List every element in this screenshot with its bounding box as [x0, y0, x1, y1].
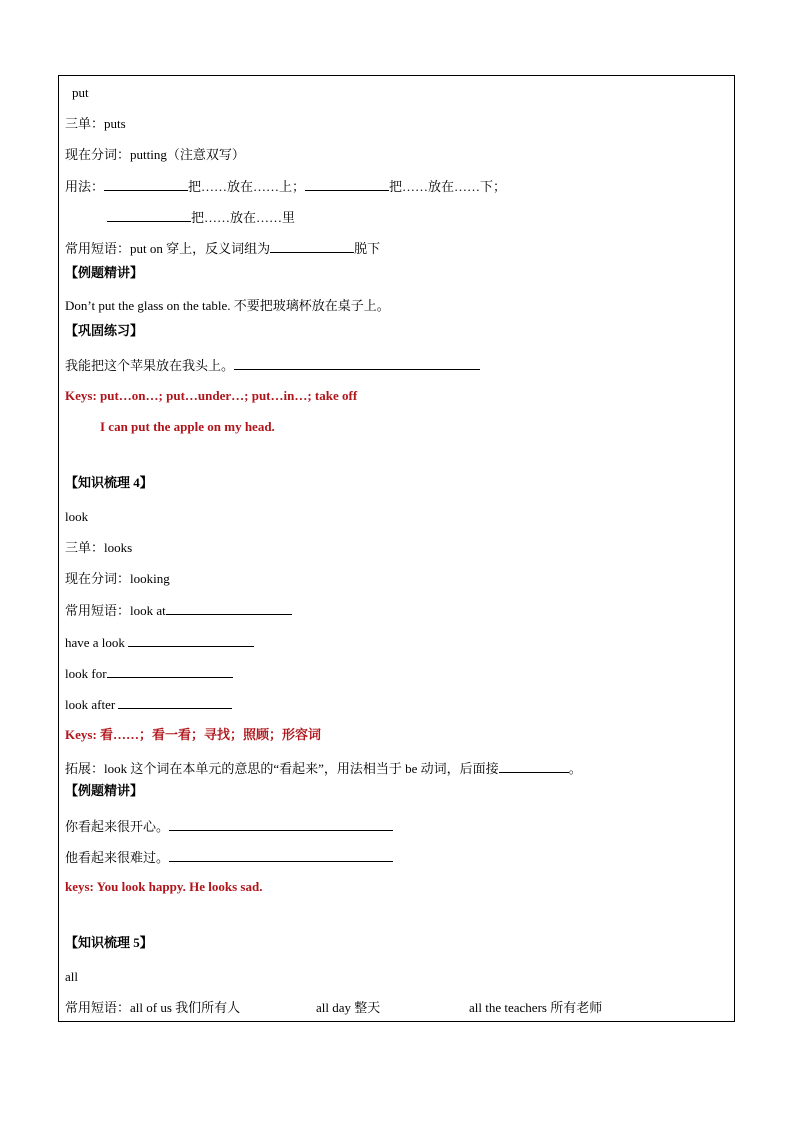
example-header-2: 【例题精讲】	[65, 783, 144, 798]
answer-blank-look-for[interactable]	[107, 664, 233, 678]
word-all: all	[65, 969, 78, 984]
usage-line-2	[107, 208, 295, 227]
practice-header: 【巩固练习】	[65, 323, 144, 338]
phrase-all-teachers: all the teachers 所有老师	[469, 1000, 603, 1015]
practice-line	[65, 356, 480, 375]
section4-header: 【知识梳理 4】	[65, 475, 153, 490]
phrase-look-for-line	[65, 664, 233, 683]
example-q1: 你看起来很开心。	[65, 819, 170, 834]
third-person-puts: 三单：puts	[65, 116, 126, 131]
phrase-look-at: 常用短语：look at	[65, 603, 166, 618]
answer-blank-put-on[interactable]	[104, 177, 188, 191]
answer-blank-q1[interactable]	[169, 817, 393, 831]
word-put: put	[72, 85, 89, 100]
phrase-have-a-look: have a look	[65, 635, 129, 650]
present-participle-putting: 现在分词：putting（注意双写）	[65, 147, 245, 162]
extension-suffix: 。	[568, 761, 582, 776]
phrase-prefix: 常用短语：put on 穿上，反义词组为	[65, 241, 271, 256]
answer-blank-have-a-look[interactable]	[128, 633, 254, 647]
example-q1-line	[65, 817, 393, 836]
present-participle-looking: 现在分词：looking	[65, 571, 170, 586]
practice-question: 我能把这个苹果放在我头上。	[65, 358, 235, 373]
example-header: 【例题精讲】	[65, 265, 144, 280]
keys-line-2: I can put the apple on my head.	[100, 419, 275, 434]
phrase-have-a-look-line	[65, 633, 254, 652]
phrase-look-at-line	[65, 601, 292, 620]
usage-put-in: 把……放在……里	[191, 210, 296, 225]
phrase-look-after: look after	[65, 697, 119, 712]
example-sentence: Don’t put the glass on the table. 不要把玻璃杯放在桌子上。	[65, 298, 390, 313]
answer-blank-extension[interactable]	[499, 759, 569, 773]
answer-blank-practice[interactable]	[234, 356, 480, 370]
phrase-line	[65, 239, 380, 258]
word-look: look	[65, 509, 89, 524]
phrase-all-day: all day 整天	[316, 1000, 381, 1015]
answer-blank-put-in[interactable]	[107, 208, 191, 222]
keys-look: Keys: 看……；看一看；寻找；照顾；形容词	[65, 727, 322, 742]
answer-blank-put-under[interactable]	[305, 177, 389, 191]
extension-prefix: 拓展：look 这个词在本单元的意思的“看起来”，用法相当于 be 动词，后面接	[65, 761, 499, 776]
keys-look-2: keys: You look happy. He looks sad.	[65, 879, 263, 894]
usage-put-under: 把……放在……下；	[389, 179, 507, 194]
answer-blank-look-at[interactable]	[166, 601, 292, 615]
example-q2-line	[65, 848, 393, 867]
answer-blank-look-after[interactable]	[118, 695, 232, 709]
phrase-all-of-us: 常用短语：all of us 我们所有人	[65, 1000, 241, 1015]
section5-header: 【知识梳理 5】	[65, 935, 153, 950]
keys-line-1: Keys: put…on…; put…under…; put…in…; take off	[65, 388, 358, 403]
answer-blank-q2[interactable]	[169, 848, 393, 862]
phrase-suffix: 脱下	[354, 241, 381, 256]
answer-blank-opposite[interactable]	[270, 239, 354, 253]
third-person-looks: 三单：looks	[65, 540, 133, 555]
usage-line	[65, 177, 506, 196]
phrase-look-after-line	[65, 695, 232, 714]
phrase-look-for: look for	[65, 666, 107, 681]
usage-prefix: 用法：	[65, 179, 105, 194]
usage-put-on: 把……放在……上；	[188, 179, 306, 194]
example-q2: 他看起来很难过。	[65, 850, 170, 865]
extension-line	[65, 759, 582, 778]
